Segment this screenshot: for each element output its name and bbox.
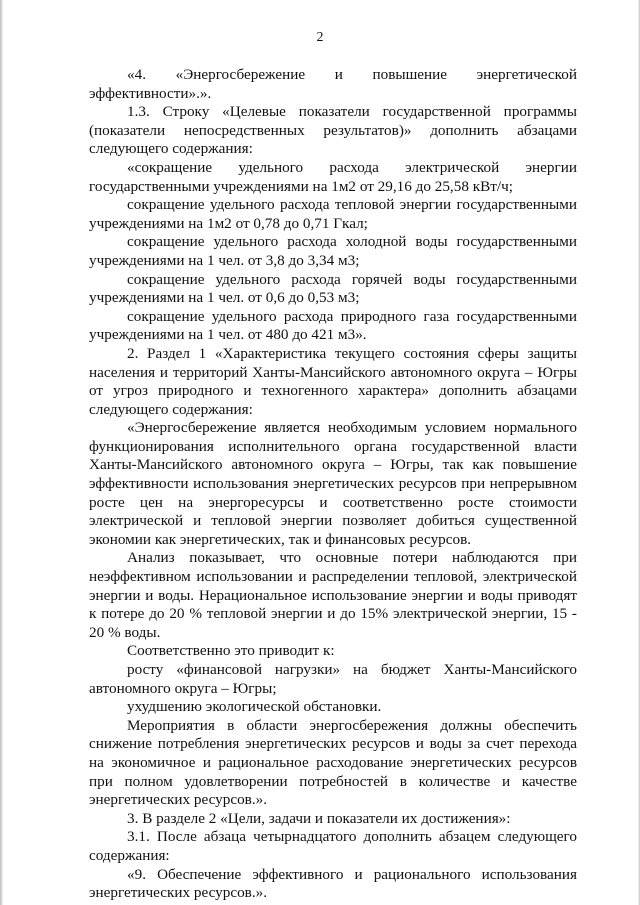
paragraph: росту «финансовой нагрузки» на бюджет Ханты-Мансийского автономного округа – Югры; bbox=[89, 661, 577, 697]
paragraph: сокращение удельного расхода холодной воды государственными учреждениями на 1 чел. от 3,8 до 3,34 м3; bbox=[89, 233, 577, 269]
paragraph: Мероприятия в области энергосбережения должны обеспечить снижение потребления энергетических ресурсов и воды за счет перехода на экономичное и рациональное расходование энергетических ресурсов при полном удовлетворении потребностей в количестве и качестве энергетических ресурсов.». bbox=[89, 716, 577, 809]
paragraph: сокращение удельного расхода тепловой энергии государственными учреждениями на 1м2 от 0,78 до 0,71 Гкал; bbox=[89, 196, 577, 232]
paragraph: 3.1. После абзаца четырнадцатого дополнить абзацем следующего содержания: bbox=[89, 828, 577, 864]
paragraph: 1.3. Строку «Целевые показатели государственной программы (показатели непосредственных результатов)» дополнить абзацами следующего содержания: bbox=[89, 103, 577, 158]
paragraph: «Энергосбережение является необходимым условием нормального функционирования исполнительного органа государственной власти Ханты-Мансийского автономного округа – Югры, так как повышение эффективности использования энергетических ресурсов при непрерывном росте цен на энергоресурсы и соответственно росте стоимости электрической и тепловой энергии позволяет добиться существенной экономии как энергетических, так и финансовых ресурсов. bbox=[89, 419, 577, 548]
paragraph: ухудшению экологической обстановки. bbox=[127, 698, 382, 716]
paragraph: «9. Обеспечение эффективного и рационального использования энергетических ресурсов.». bbox=[89, 865, 577, 902]
paragraph: Соответственно это приводит к: bbox=[127, 642, 335, 660]
paragraph: Анализ показывает, что основные потери наблюдаются при неэффективном использовании и распределении тепловой, электрической энергии и воды. Нерациональное использование энергии и воды приводят к потере до 20 % тепловой энергии и до 15% электрической энергии, 15 - 20 % воды. bbox=[89, 549, 577, 641]
paragraph: 2. Раздел 1 «Характеристика текущего состояния сферы защиты населения и территорий Ханты-Мансийского автономного округа – Югры от угроз природного и техногенного характера» дополнить абзацами следующего содержания: bbox=[89, 344, 577, 418]
paragraph: сокращение удельного расхода горячей воды государственными учреждениями на 1 чел. от 0,6 до 0,53 м3; bbox=[89, 270, 577, 307]
paragraph: 3. В разделе 2 «Цели, задачи и показатели их достижения»: bbox=[127, 809, 511, 827]
document-body bbox=[89, 66, 577, 903]
page-number: 2 bbox=[316, 30, 324, 45]
paragraph: «4. «Энергосбережение и повышение энергетической эффективности».». bbox=[89, 66, 577, 102]
paragraph: сокращение удельного расхода природного газа государственными учреждениями на 1 чел. от 480 до 421 м3». bbox=[89, 307, 577, 344]
scan-edge-left bbox=[0, 0, 3, 905]
paragraph: «сокращение удельного расхода электрической энергии государственными учреждениями на 1м2 от 29,16 до 25,58 кВт/ч; bbox=[89, 158, 577, 195]
